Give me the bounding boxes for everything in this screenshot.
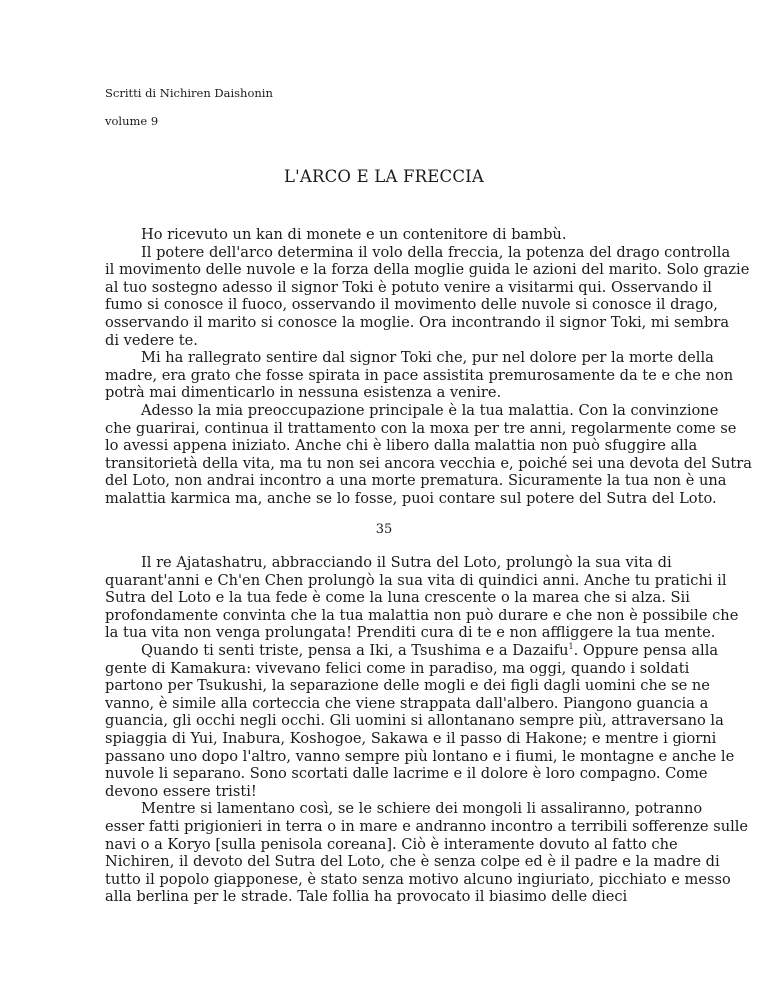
volume-label: volume 9 <box>105 114 159 128</box>
document-title: L'ARCO E LA FRECCIA <box>283 167 485 186</box>
text-line: tutto il popolo giapponese, è stato senza motivo alcuno ingiuriato, picchiato e messo <box>105 870 731 888</box>
text-line: lo avessi appena iniziato. Anche chi è libero dalla malattia non può sfuggire alla <box>105 437 698 455</box>
text-line: alla berlina per le strade. Tale follia ha provocato il biasimo delle dieci <box>105 888 628 906</box>
text-line: partono per Tsukushi, la separazione delle mogli e dei figli dagli uomini che se ne <box>105 677 710 695</box>
footnote-marker[interactable]: 1 <box>568 642 574 652</box>
text-line: transitorietà della vita, ma tu non sei ancora vecchia e, poiché sei una devota del Sutra <box>105 454 752 472</box>
text-line: potrà mai dimenticarlo in nessuna esistenza a venire. <box>105 384 502 402</box>
text-line: passano uno dopo l'altro, vanno sempre più lontano e i fiumi, le montagne e anche le <box>105 747 735 765</box>
text-line: nuvole li separano. Sono scortati dalle lacrime e il dolore è loro compagno. Come <box>105 765 708 783</box>
text-line: osservando il marito si conosce la moglie. Ora incontrando il signor Toki, mi sembra <box>105 313 730 331</box>
text-line: del Loto, non andrai incontro a una morte prematura. Sicuramente la tua non è una <box>105 472 727 490</box>
text-line: Nichiren, il devoto del Sutra del Loto, che è senza colpe ed è il padre e la madre di <box>105 853 720 871</box>
text-line: spiaggia di Yui, Inabura, Koshogoe, Sakawa e il passo di Hakone; e mentre i giorni <box>105 729 717 747</box>
text-line: al tuo sostegno adesso il signor Toki è potuto venire a visitarmi qui. Osservando il <box>105 278 712 296</box>
text-line: Il re Ajatashatru, abbracciando il Sutra del Loto, prolungò la sua vita di <box>141 554 672 571</box>
text-line: Il potere dell'arco determina il volo della freccia, la potenza del drago controlla <box>141 243 731 261</box>
text-line: profondamente convinta che la tua malattia non può durare e che non è possibile che <box>105 606 739 624</box>
text-line: vanno, è simile alla corteccia che viene strappata dall'albero. Piangono guancia a <box>105 694 709 712</box>
text-line: navi o a Koryo [sulla penisola coreana]. Ciò è interamente dovuto al fatto che <box>105 835 678 853</box>
text-line: il movimento delle nuvole e la forza della moglie guida le azioni del marito. Solo grazie <box>105 261 750 279</box>
collection-title: Scritti di Nichiren Daishonin <box>105 86 273 100</box>
text-line: Adesso la mia preoccupazione principale è la tua malattia. Con la convinzione <box>141 401 719 419</box>
text-segment: Quando ti senti triste, pensa a Iki, a Tsushima e a Dazaifu <box>141 641 569 659</box>
text-line: gente di Kamakura: vivevano felici come in paradiso, ma oggi, quando i soldati <box>105 659 690 677</box>
text-line: Mi ha rallegrato sentire dal signor Toki che, pur nel dolore per la morte della <box>141 349 714 367</box>
text-line: che guarirai, continua il trattamento con la moxa per tre anni, regolarmente come se <box>105 419 737 437</box>
text-block-2 <box>105 554 749 906</box>
text-line: Sutra del Loto e la tua fede è come la luna crescente o la marea che si alza. Sii <box>105 589 690 607</box>
text-line: Mentre si lamentano così, se le schiere dei mongoli li assaliranno, potranno <box>141 800 703 818</box>
text-line: malattia karmica ma, anche se lo fosse, puoi contare sul potere del Sutra del Loto. <box>105 489 717 507</box>
text-block-1 <box>105 226 752 508</box>
text-line: devono essere tristi! <box>105 782 257 800</box>
text-line: fumo si conosce il fuoco, osservando il movimento delle nuvole si conosce il drago, <box>105 296 718 314</box>
text-line: la tua vita non venga prolungata! Prenditi cura di te e non affliggere la tua mente. <box>105 624 716 642</box>
text-line: esser fatti prigionieri in terra o in mare e andranno incontro a terribili sofferenze sulle <box>105 817 749 835</box>
text-line: guancia, gli occhi negli occhi. Gli uomini si allontanano sempre più, attraversano la <box>105 712 724 730</box>
text-line: Ho ricevuto un kan di monete e un contenitore di bambù. <box>141 226 567 243</box>
text-line: di vedere te. <box>105 331 198 349</box>
page-number: 35 <box>375 522 393 537</box>
text-line: quarant'anni e Ch'en Chen prolungò la sua vita di quindici anni. Anche tu pratichi il <box>105 571 727 589</box>
text-line-with-footnote <box>105 641 719 660</box>
text-segment: . Oppure pensa alla <box>573 641 719 659</box>
text-line: madre, era grato che fosse spirata in pace assistita premurosamente da te e che non <box>105 366 734 384</box>
